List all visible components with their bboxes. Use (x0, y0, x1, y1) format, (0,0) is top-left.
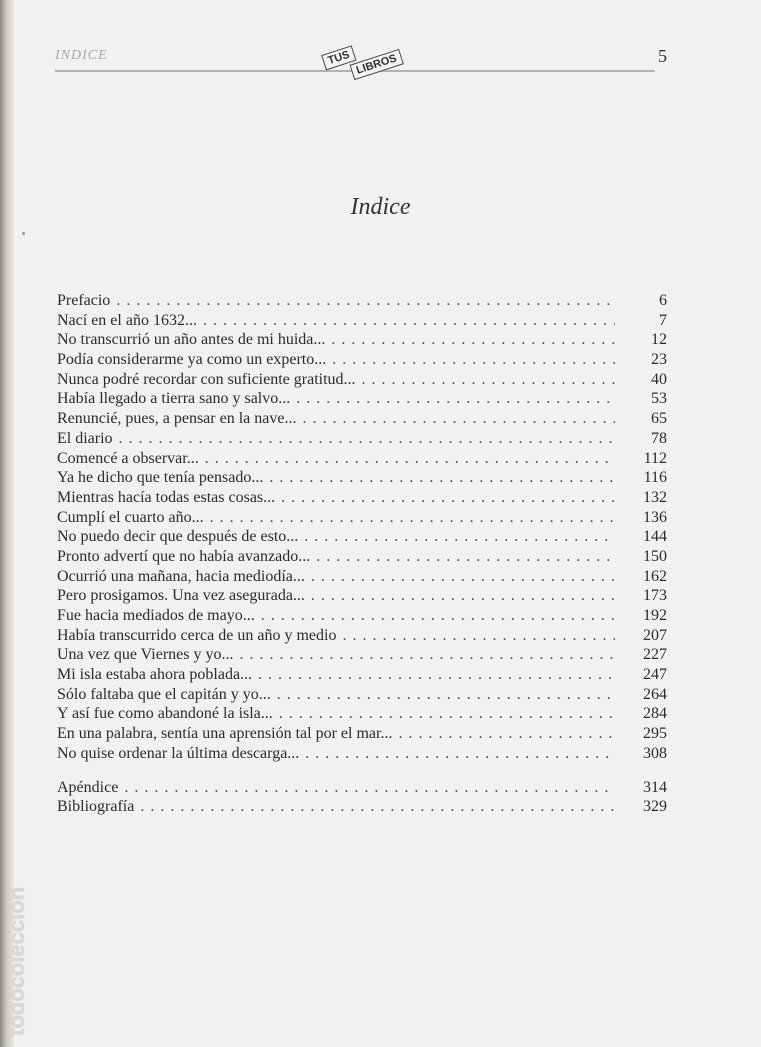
toc-entry-page: 12 (651, 331, 667, 349)
toc-entry-title: Pronto advertí que no había avanzado... (57, 547, 311, 565)
toc-entry (57, 468, 667, 488)
toc-entry-title: No puedo decir que después de esto... (57, 528, 299, 546)
toc-entry (57, 665, 667, 685)
toc-entry (57, 704, 667, 724)
toc-entry-title: Ya he dicho que tenía pensado... (57, 469, 264, 487)
toc-entry (57, 429, 667, 449)
watermark: todocoleccion (4, 886, 29, 1036)
toc-entry-page: 150 (643, 547, 667, 565)
dot-leader (269, 468, 615, 488)
toc-entry-title: Una vez que Viernes y yo... (57, 646, 234, 664)
toc-entry (57, 778, 667, 798)
dot-leader (258, 665, 615, 685)
toc-entry-title: Había llegado a tierra sano y salvo... (57, 390, 291, 408)
dot-leader (305, 744, 615, 764)
page-header (55, 46, 667, 86)
toc-entry-page: 23 (651, 351, 667, 369)
toc-entry (57, 567, 667, 587)
toc-entry-title: Podía considerarme ya como un experto... (57, 351, 327, 369)
toc-entry-title: Ocurrió una mañana, hacia mediodía... (57, 567, 305, 585)
dot-leader (277, 685, 615, 705)
toc-entry-page: 78 (651, 429, 667, 447)
toc-entry-page: 40 (651, 370, 667, 388)
toc-entry-page: 173 (643, 587, 667, 605)
toc-entry-page: 295 (643, 725, 667, 743)
toc-entry (57, 449, 667, 469)
toc-entry-page: 144 (643, 528, 667, 546)
toc-entry (57, 724, 667, 744)
toc-entry-title: Apéndice (57, 778, 119, 796)
dot-leader (332, 350, 615, 370)
toc-entry-title: Fue hacia mediados de mayo... (57, 607, 255, 624)
dot-leader (140, 797, 615, 817)
running-head: INDICE (55, 48, 108, 63)
toc-entry (57, 508, 667, 528)
toc-entry-page: 308 (643, 744, 667, 762)
toc-entry-title: Comencé a observar... (57, 449, 199, 467)
toc-entry-title: Mientras hacía todas estas cosas... (57, 488, 276, 506)
toc-entry (57, 488, 667, 508)
page-title: Indice (350, 194, 411, 220)
toc-entry-title: Nunca podré recordar con suficiente gratitud... (57, 370, 356, 388)
toc-entry-title: Renuncié, pues, a pensar en la nave... (57, 410, 297, 428)
toc-entry (57, 586, 667, 606)
page-number: 5 (658, 46, 667, 66)
toc-entry-page: 132 (643, 488, 667, 506)
toc-entry-title: Cumplí el cuarto año... (57, 508, 204, 526)
toc-entry-page: 162 (643, 567, 667, 585)
table-of-contents (57, 291, 667, 817)
toc-entry-title: No transcurrió un año antes de mi huida... (57, 331, 326, 349)
dot-leader (205, 449, 615, 469)
toc-entry (57, 527, 667, 547)
toc-entry-page: 314 (643, 778, 667, 796)
logo-line-1: TUS (321, 45, 356, 70)
toc-entry-page: 65 (651, 410, 667, 428)
toc-entry (57, 409, 667, 429)
toc-entry-page: 207 (643, 626, 667, 644)
toc-entry-title: Bibliografía (57, 798, 135, 816)
dot-leader (296, 389, 615, 409)
toc-entry (57, 797, 667, 817)
toc-entry-page: 112 (643, 449, 667, 467)
toc-back-matter (57, 778, 667, 817)
toc-entry (57, 311, 667, 331)
toc-entry-title: Prefacio (57, 292, 111, 309)
toc-gap (57, 764, 667, 778)
toc-entry-title: No quise ordenar la última descarga... (57, 744, 300, 762)
dot-leader (398, 724, 615, 744)
toc-entry (57, 291, 667, 311)
toc-entry-page: 136 (643, 508, 667, 526)
dot-leader (119, 429, 615, 449)
toc-entry-title: Sólo faltaba que el capitán y yo... (57, 685, 271, 703)
toc-entry-page: 284 (643, 705, 667, 723)
dot-leader (362, 370, 615, 390)
toc-entry-title: En una palabra, sentía una aprensión tal por el mar... (57, 725, 393, 743)
toc-entry-title: Pero prosigamos. Una vez asegurada... (57, 587, 305, 605)
dot-leader (261, 606, 615, 626)
toc-entry-title: Había transcurrido cerca de un año y medio (57, 626, 337, 644)
toc-entry-page: 227 (643, 646, 667, 664)
toc-entry-page: 116 (643, 469, 667, 487)
toc-entry (57, 685, 667, 705)
dot-leader (311, 586, 615, 606)
toc-entry (57, 626, 667, 646)
dot-leader (116, 291, 615, 311)
toc-entry (57, 350, 667, 370)
toc-entry (57, 606, 667, 626)
dot-leader (331, 330, 615, 350)
dot-leader (311, 567, 615, 587)
toc-entry (57, 645, 667, 665)
logo-line-2: LIBROS (350, 49, 404, 80)
dot-leader (279, 704, 615, 724)
stray-ink-mark (22, 232, 25, 235)
toc-entry-title: El diario (57, 429, 113, 447)
toc-entry (57, 330, 667, 350)
dot-leader (302, 409, 615, 429)
toc-entry (57, 370, 667, 390)
toc-entry-page: 247 (643, 666, 667, 684)
toc-entry-page: 53 (651, 390, 667, 408)
dot-leader (210, 508, 615, 528)
toc-entry-title: Nací en el año 1632... (57, 311, 197, 329)
toc-entry (57, 389, 667, 409)
dot-leader (203, 311, 615, 331)
toc-entry-page: 264 (643, 685, 667, 703)
toc-chapters (57, 291, 667, 764)
dot-leader (342, 626, 615, 646)
toc-entry-page: 6 (659, 292, 667, 309)
tus-libros-logo (315, 31, 403, 99)
toc-entry-title: Mi isla estaba ahora poblada... (57, 666, 253, 684)
toc-entry (57, 547, 667, 567)
dot-leader (304, 527, 615, 547)
dot-leader (316, 547, 615, 567)
dot-leader (239, 645, 615, 665)
toc-entry-page: 192 (643, 607, 667, 624)
toc-entry-page: 7 (659, 311, 667, 329)
dot-leader (281, 488, 615, 508)
toc-entry-page: 329 (643, 798, 667, 816)
dot-leader (124, 778, 615, 798)
toc-entry-title: Y así fue como abandoné la isla... (57, 705, 273, 723)
toc-entry (57, 744, 667, 764)
